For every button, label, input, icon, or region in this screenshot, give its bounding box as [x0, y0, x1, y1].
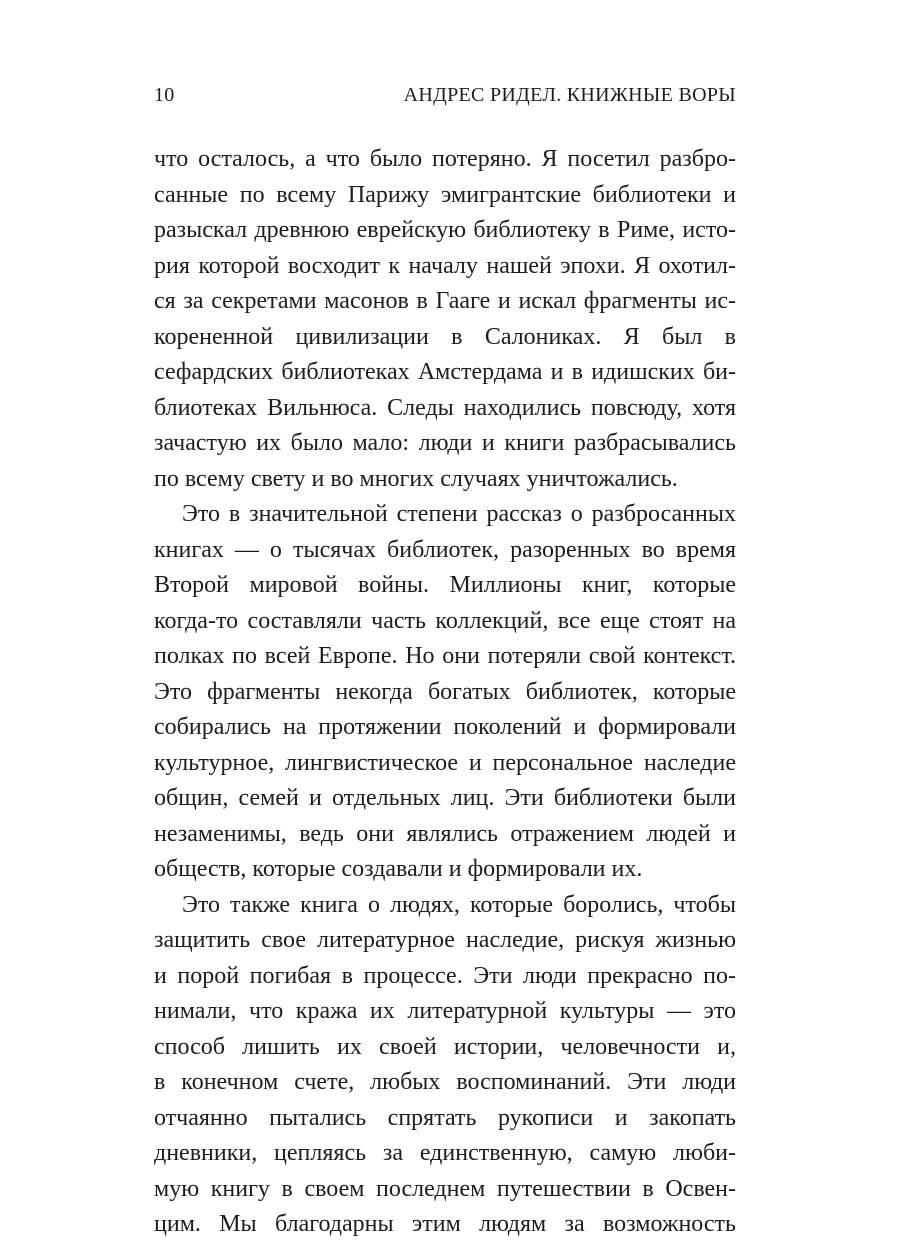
paragraph-first-line: Это также книга о людях, которые боролись, чтобы — [182, 891, 736, 918]
text-line: ся за секретами масонов в Гааге и искал фрагменты ис- — [154, 288, 736, 314]
text-line: санные по всему Парижу эмигрантские библиотеки и — [154, 181, 736, 208]
page-number: 10 — [154, 84, 175, 106]
text-line: что осталось, а что было потеряно. Я посетил разбро- — [154, 146, 736, 172]
text-line: блиотеках Вильнюса. Следы находились повсюду, хотя — [154, 394, 736, 421]
text-line: обществ, которые создавали и формировали их. — [154, 856, 643, 882]
text-line: незаменимы, ведь они являлись отражением людей и — [154, 820, 736, 847]
text-line: в конечном счете, любых воспоминаний. Эти люди — [154, 1069, 736, 1095]
text-line: рия которой восходит к началу нашей эпохи. Я охотил- — [154, 252, 736, 279]
running-head-title: АНДРЕС РИДЕЛ. КНИЖНЫЕ ВОРЫ — [403, 84, 736, 106]
text-line: разыскал древнюю еврейскую библиотеку в Риме, исто- — [154, 217, 736, 243]
text-line: и порой погибая в процессе. Эти люди прекрасно по- — [154, 962, 736, 989]
text-line: зачастую их было мало: люди и книги разбрасывались — [154, 430, 736, 456]
text-line: цим. Мы благодарны этим людям за возможность — [154, 1211, 736, 1237]
text-line: собирались на протяжении поколений и формировали — [154, 714, 736, 740]
paragraph-first-line: Это в значительной степени рассказ о разбросанных — [182, 501, 736, 527]
text-line: Второй мировой войны. Миллионы книг, которые — [154, 572, 736, 598]
text-line: способ лишить их своей истории, человечности и, — [154, 1033, 736, 1060]
text-line: защитить свое литературное наследие, рискуя жизнью — [154, 927, 736, 953]
running-head — [154, 84, 736, 112]
text-line: когда-то составляли часть коллекций, все еще стоят на — [154, 607, 736, 634]
body-text — [154, 142, 736, 1243]
text-line: по всему свету и во многих случаях уничтожались. — [154, 465, 678, 492]
text-line: корененной цивилизации в Салониках. Я был в — [154, 323, 736, 350]
text-line: мую книгу в своем последнем путешествии в Освен- — [154, 1175, 736, 1202]
text-line: Это фрагменты некогда богатых библиотек, которые — [154, 678, 736, 705]
text-line: книгах — о тысячах библиотек, разоренных во время — [154, 536, 736, 563]
text-line: полках по всей Европе. Но они потеряли свой контекст. — [154, 643, 736, 669]
text-line: культурное, лингвистическое и персональное наследие — [154, 749, 736, 776]
text-line: сефардских библиотеках Амстердама и в идишских би- — [154, 359, 736, 385]
text-line: нимали, что кража их литературной культуры — это — [154, 998, 736, 1024]
text-line: дневники, цепляясь за единственную, самую люби- — [154, 1140, 736, 1166]
text-line: общин, семей и отдельных лиц. Эти библиотеки были — [154, 785, 736, 811]
text-line: отчаянно пытались спрятать рукописи и закопать — [154, 1104, 736, 1131]
